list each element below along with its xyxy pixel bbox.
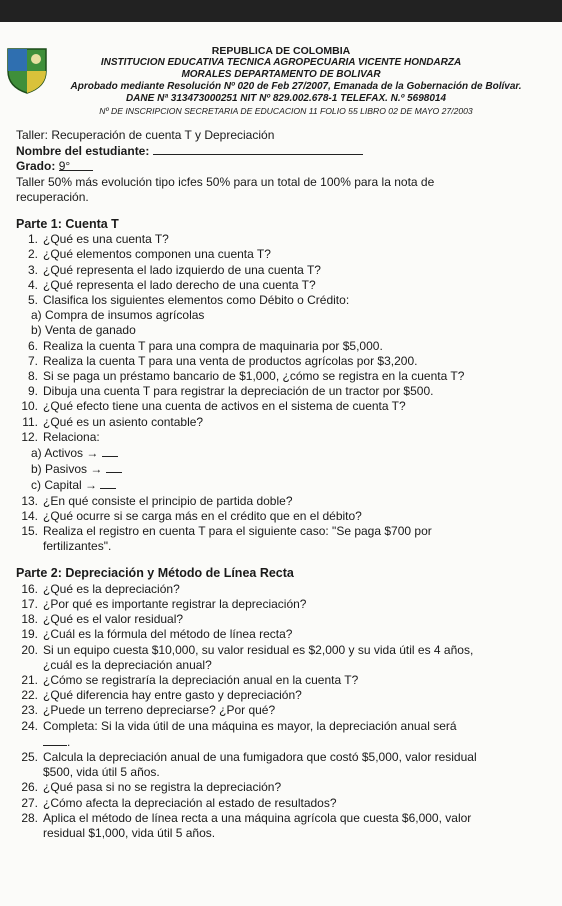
completion-blank[interactable]	[43, 734, 67, 746]
question-27: 27. ¿Cómo afecta la depreciación al estado de resultados?	[21, 795, 337, 810]
worksheet-body	[16, 128, 556, 841]
header-republica: REPUBLICA DE COLOMBIA	[211, 45, 351, 57]
question-12-item-c: c) Capital →	[16, 477, 556, 493]
question-28: 28. Aplica el método de línea recta a una máquina agrícola que cuesta $6,000, valor residual $1,000, vida útil 5 años.	[21, 810, 472, 840]
question-21: 21. ¿Cómo se registraría la depreciación anual en la cuenta T?	[21, 672, 359, 687]
question-20: 20. Si un equipo cuesta $10,000, su valor residual es $2,000 y su vida útil es 4 años, ¿cuál es la depreciación anual?	[21, 642, 474, 672]
part2-questions	[16, 582, 556, 841]
grading-note-line-1: Taller 50% más evolución tipo icfes 50% para un total de 100% para la nota de	[16, 174, 435, 189]
question-7: 7. Realiza la cuenta T para una venta de productos agrícolas por $3,200.	[27, 353, 418, 368]
question-10: 10. ¿Qué efecto tiene una cuenta de activos en el sistema de cuenta T?	[21, 399, 406, 414]
grading-note-line-2: recuperación.	[16, 189, 89, 204]
question-12-item-a: a) Activos →	[16, 445, 556, 461]
header-dane-nit: DANE Nª 313473000251 NIT Nº 829.002.678-1 TELEFAX. N.º 5698014	[125, 93, 447, 104]
top-dark-bar	[0, 0, 562, 22]
question-17: 17. ¿Por qué es importante registrar la depreciación?	[21, 596, 307, 611]
relation-blank-a[interactable]	[102, 445, 118, 457]
header-resolucion: Aprobado mediante Resolución Nº 020 de Feb 27/2007, Emanada de la Gobernación de Bolívar.	[70, 81, 522, 92]
question-5: 5. Clasifica los siguientes elementos como Débito o Crédito:	[27, 293, 350, 308]
question-14: 14. ¿Qué ocurre si se carga más en el crédito que en el débito?	[21, 508, 362, 523]
question-18: 18. ¿Qué es el valor residual?	[21, 612, 184, 627]
question-5-item-b: b) Venta de ganado	[31, 323, 136, 338]
question-2: 2. ¿Qué elementos componen una cuenta T?	[27, 247, 271, 262]
question-6: 6. Realiza la cuenta T para una compra de maquinaria por $5,000.	[27, 338, 383, 353]
part1-title: Parte 1: Cuenta T	[16, 217, 119, 232]
student-name-line	[16, 143, 556, 159]
header-inscripcion: Nº DE INSCRIPCION SECRETARIA DE EDUCACION 11 FOLIO 55 LIBRO 02 DE MAYO 27/2003	[99, 106, 473, 116]
question-12-item-b: b) Pasivos →	[16, 461, 556, 477]
part1-questions	[16, 232, 556, 554]
question-8: 8. Si se paga un préstamo bancario de $1,000, ¿cómo se registra en la cuenta T?	[27, 369, 465, 384]
question-23: 23. ¿Puede un terreno depreciarse? ¿Por qué?	[21, 703, 276, 718]
relation-blank-b[interactable]	[106, 461, 122, 473]
student-name-blank[interactable]	[153, 143, 363, 155]
question-26: 26. ¿Qué pasa si no se registra la depreciación?	[21, 780, 282, 795]
question-22: 22. ¿Qué diferencia hay entre gasto y depreciación?	[21, 688, 302, 703]
grade-label: Grado:	[16, 159, 56, 174]
question-15: 15. Realiza el registro en cuenta T para el siguiente caso: "Se paga $700 por fertilizantes".	[21, 524, 432, 554]
header-departamento: MORALES DEPARTAMENTO DE BOLIVAR	[181, 69, 381, 80]
relation-blank-c[interactable]	[100, 477, 116, 489]
question-3: 3. ¿Qué representa el lado izquierdo de una cuenta T?	[27, 262, 321, 277]
question-11: 11. ¿Qué es un asiento contable?	[22, 414, 204, 429]
grade-blank[interactable]	[58, 159, 93, 174]
grade-value: 9°	[58, 159, 71, 174]
question-9: 9. Dibuja una cuenta T para registrar la depreciación de un tractor por $500.	[27, 384, 434, 399]
question-19: 19. ¿Cuál es la fórmula del método de línea recta?	[21, 627, 293, 642]
question-16: 16. ¿Qué es la depreciación?	[21, 581, 180, 596]
question-12: 12. Relaciona:	[21, 429, 100, 444]
taller-title: Taller: Recuperación de cuenta T y Depreciación	[16, 128, 275, 142]
question-1: 1. ¿Qué es una cuenta T?	[27, 232, 169, 247]
part2-title: Parte 2: Depreciación y Método de Línea Recta	[16, 566, 294, 581]
question-13: 13. ¿En qué consiste el principio de partida doble?	[21, 493, 293, 508]
grade-line	[16, 159, 556, 174]
question-4: 4. ¿Qué representa el lado derecho de una cuenta T?	[27, 277, 316, 292]
question-24: 24. Completa: Si la vida útil de una máquina es mayor, la depreciación anual será .	[21, 718, 457, 749]
question-5-item-a: a) Compra de insumos agrícolas	[31, 308, 205, 323]
header-institucion: INSTITUCION EDUCATIVA TECNICA AGROPECUARIA VICENTE HONDARZA	[100, 57, 462, 68]
student-name-label: Nombre del estudiante:	[16, 144, 150, 159]
question-25: 25. Calcula la depreciación anual de una fumigadora que costó $5,000, valor residual $500, vida útil 5 años.	[21, 749, 477, 780]
